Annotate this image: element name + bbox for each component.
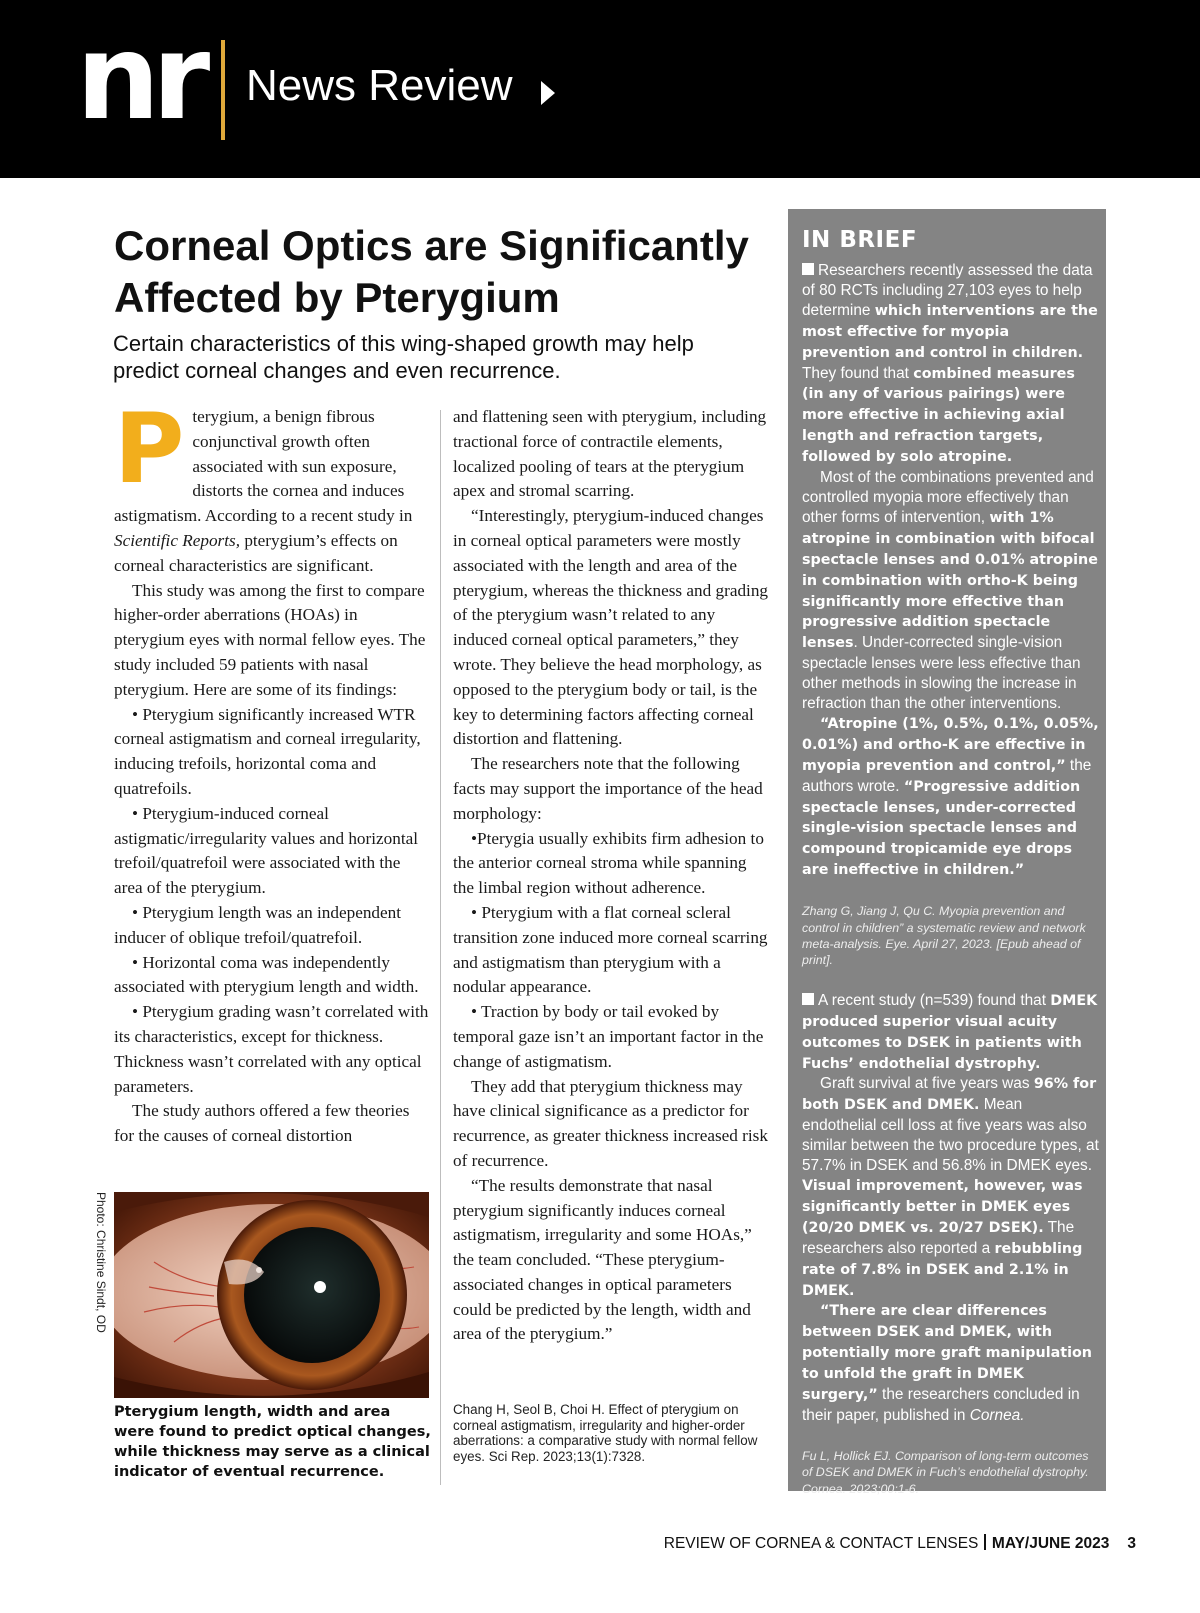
article-headline: Corneal Optics are Significantly Affected by Pterygium [114, 222, 749, 321]
photo-caption: Pterygium length, width and area were found to predict optical changes, while thickness may serve as a clinical indicator of eventual recurrence. [114, 1404, 431, 1480]
brief-paragraph: “Atropine (1%, 0.5%, 0.1%, 0.05%, 0.01%) and ortho-K are effective in myopia prevention and control,” the authors wrote. “Progressive addition spectacle lenses, under-corrected single-vision spectacle lenses and compound tropicamide eye drops are ineffective in children.” [802, 715, 1099, 879]
photo-credit: Photo: Christine Sindt, OD [94, 1192, 108, 1333]
fact-bullet: • Traction by body or tail evoked by temporal gaze isn’t an important factor in the change of astigmatism. [453, 1002, 764, 1071]
article-paragraph: Pterygium, a benign fibrous conjunctival growth often associated with sun exposure, distorts the cornea and induces astigmatism. According to a recent study in Scientific Reports, pterygium’s effects on corneal characteristics are significant. [114, 393, 413, 575]
masthead [0, 0, 1200, 178]
article-paragraph: They add that pterygium thickness may have clinical significance as a predictor for recurrence, as greater thickness increased risk of recurrence. [453, 1076, 768, 1170]
article-paragraph: The study authors offered a few theories for the causes of corneal distortion [114, 1101, 410, 1146]
brief-paragraph: “There are clear differences between DSEK and DMEK, with potentially more graft manipulation to unfold the graft in DMEK surgery,” the researchers concluded in their paper, published in Cornea. [802, 1303, 1092, 1424]
square-bullet-icon [802, 993, 814, 1005]
brief-paragraph: A recent study (n=539) found that DMEK produced superior visual acuity outcomes to DSEK in patients with Fuchs’ endothelial dystrophy. [802, 991, 1098, 1072]
drop-cap: P [114, 393, 185, 505]
nr-logo: nr [76, 8, 203, 146]
in-brief-body [802, 261, 1100, 1519]
article-paragraph: This study was among the first to compare higher-order aberrations (HOAs) in pterygium eyes with normal fellow eyes. The study included 59 patients with nasal pterygium. Here are some of its findings: [114, 580, 426, 699]
finding-bullet: • Horizontal coma was independently associated with pterygium length and width. [114, 952, 419, 997]
eye-photo [114, 1192, 429, 1398]
column-divider [440, 410, 441, 1485]
brief-reference: Fu L, Hollick EJ. Comparison of long-term outcomes of DSEK and DMEK in Fuch’s endothelial dystrophy. Cornea. 2023;00:1-6. [802, 1448, 1089, 1496]
page-footer [664, 1534, 1136, 1553]
in-brief-sidebar [788, 209, 1106, 1496]
finding-bullet: • Pterygium significantly increased WTR corneal astigmatism and corneal irregularity, inducing trefoils, horizontal coma and quatrefoils. [114, 704, 421, 798]
fact-bullet: • Pterygium with a flat corneal scleral transition zone induced more corneal scarring and astigmatism than pterygium with a nodular appearance. [453, 902, 768, 997]
finding-bullet: • Pterygium grading wasn’t correlated with its characteristics, except for thickness. Thickness wasn’t correlated with any optical parameters. [114, 1002, 429, 1096]
publication-name: REVIEW OF CORNEA & CONTACT LENSES [663, 1535, 979, 1552]
section-title: News Review [246, 61, 513, 110]
masthead-divider [221, 40, 225, 140]
article-paragraph: The researchers note that the following facts may support the importance of the head morphology: [453, 754, 763, 823]
page-number: 3 [1127, 1535, 1136, 1552]
triangle-right-icon [541, 81, 555, 105]
in-brief-title: IN BRIEF [802, 227, 918, 253]
brief-paragraph: Graft survival at five years was 96% for both DSEK and DMEK. Mean endothelial cell loss at five years was also similar between the two procedure types, at 57.7% in DSEK and 56.8% in DMEK eyes. Visual improvement, however, was significantly better in DMEK eyes (20/20 DMEK vs. 20/27 DSEK). The researchers also reported a rebubbling rate of 7.8% in DSEK and 2.1% in DMEK. [802, 1075, 1099, 1299]
brief-paragraph: Most of the combinations prevented and controlled myopia more effectively than other forms of intervention, with 1% atropine in combination with bifocal spectacle lenses and 0.01% atropine in combination with ortho-K being significantly more effective than progressive addition spectacle lenses. Under-corrected single-vision spectacle lenses were less effective than other methods in slowing the increase in refraction than the other interventions. [802, 469, 1098, 713]
finding-bullet: • Pterygium-induced corneal astigmatic/irregularity values and horizontal trefoil/quatrefoil were associated with the area of the pterygium. [114, 803, 419, 898]
brief-paragraph: Researchers recently assessed the data of 80 RCTs including 27,103 eyes to help determine which interventions are the most effective for myopia prevention and control in children. They found that combined measures (in any of various pairings) were more effective in achieving axial length and refraction targets, followed by solo atropine. [802, 262, 1098, 466]
brief-reference: Zhang G, Jiang J, Qu C. Myopia prevention and control in children” a systematic review and network meta-analysis. Eye. April 27, 2023. [Epub ahead of print]. [802, 904, 1086, 968]
footer-divider [984, 1534, 986, 1550]
fact-bullet: •Pterygia usually exhibits firm adhesion to the anterior corneal stroma while spanning the limbal region without adherence. [453, 828, 764, 898]
article-dek: Certain characteristics of this wing-shaped growth may help predict corneal changes and even recurrence. [113, 331, 694, 383]
eye-photo-image [114, 1192, 429, 1398]
article-reference: Chang H, Seol B, Choi H. Effect of pterygium on corneal astigmatism, irregularity and higher-order aberrations: a comparative study with normal fellow eyes. Sci Rep. 2023;13(1):7328. [453, 1402, 758, 1464]
journal-name: Scientific Reports, [114, 530, 241, 550]
square-bullet-icon [802, 263, 814, 275]
article-column-2 [453, 405, 770, 1347]
finding-bullet: • Pterygium length was an independent inducer of oblique trefoil/quatrefoil. [114, 902, 402, 947]
article-paragraph: “The results demonstrate that nasal pterygium significantly induces corneal astigmatism, irregularity and some HOAs,” the team concluded. “These pterygium-associated changes in optical parameters could be predicted by the length, width and area of the pterygium.” [453, 1175, 752, 1344]
article-paragraph: and flattening seen with pterygium, including tractional force of contractile elements, localized pooling of tears at the pterygium apex and stromal scarring. [453, 407, 767, 501]
issue-date: MAY/JUNE 2023 [991, 1535, 1110, 1552]
article-column-1 [114, 393, 429, 1149]
article-paragraph: “Interestingly, pterygium-induced changes in corneal optical parameters were mostly associated with the length and area of the pterygium, whereas the thickness and grading of the pterygium wasn’t related to any induced corneal optical parameters,” they wrote. They believe the head morphology, as opposed to the pterygium body or tail, is the key to determining factors affecting corneal distortion and flattening. [453, 506, 769, 749]
